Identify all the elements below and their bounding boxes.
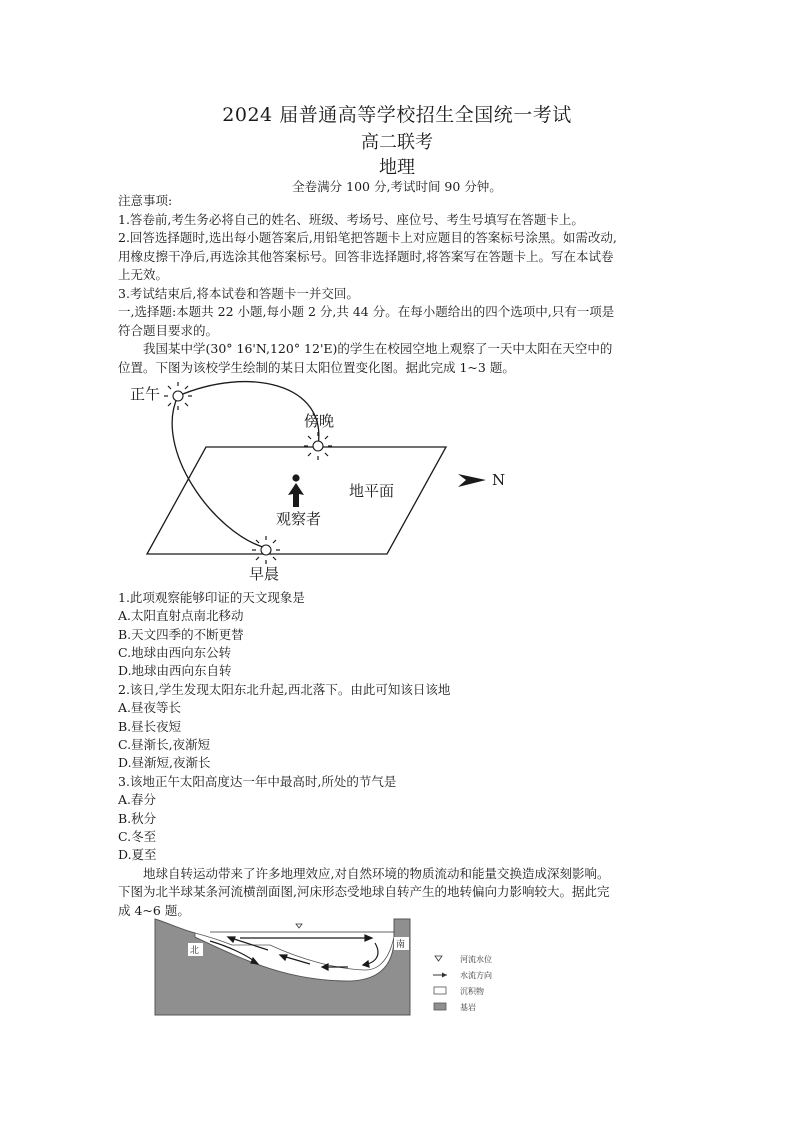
exam-meta: 全卷满分 100 分,考试时间 90 分钟。 bbox=[292, 179, 502, 194]
label-morning: 早晨 bbox=[249, 565, 280, 583]
note-1: 1.答卷前,考生务必将自己的姓名、班级、考场号、座位号、考生号填写在答题卡上。 bbox=[118, 212, 584, 227]
legend-sediment: 沉积物 bbox=[460, 987, 484, 996]
q3-option-a: A.春分 bbox=[118, 792, 157, 807]
legend-flow-direction: 水流方向 bbox=[460, 971, 492, 980]
note-2-line-2: 用橡皮擦干净后,再选涂其他答案标号。回答非选择题时,将答案写在答题卡上。写在本试卷 bbox=[118, 249, 614, 264]
note-2-line-1: 2.回答选择题时,选出每小题答案后,用铅笔把答题卡上对应题目的答案标号涂黑。如需改动, bbox=[118, 230, 617, 245]
q3-option-d: D.夏至 bbox=[118, 847, 157, 862]
q2-stem: 2.该日,学生发现太阳东北升起,西北落下。由此可知该日该地 bbox=[118, 682, 451, 697]
notes-heading: 注意事项: bbox=[118, 193, 173, 208]
q1-stem: 1.此项观察能够印证的天文现象是 bbox=[118, 590, 305, 605]
q1-option-a: A.太阳直射点南北移动 bbox=[118, 608, 244, 623]
q3-option-b: B.秋分 bbox=[118, 811, 157, 826]
label-north: N bbox=[492, 471, 506, 489]
q2-option-a: A.昼夜等长 bbox=[118, 700, 182, 715]
label-ground: 地平面 bbox=[349, 482, 395, 500]
intro2-line-2: 下图为北半球某条河流横剖面图,河床形态受地球自转产生的地转偏向力影响较大。据此完 bbox=[118, 884, 610, 899]
north-arrow-icon bbox=[458, 474, 486, 487]
legend bbox=[433, 954, 492, 1012]
label-observer: 观察者 bbox=[276, 510, 322, 528]
intro2-line-3: 成 4~6 题。 bbox=[118, 903, 190, 918]
intro2-line-1: 地球自转运动带来了许多地理效应,对自然环境的物质流动和能量交换造成深刻影响。 bbox=[143, 866, 610, 881]
q1-option-d: D.地球由西向东自转 bbox=[118, 663, 232, 678]
label-dusk: 傍晚 bbox=[304, 412, 335, 430]
sun-icon bbox=[304, 432, 332, 460]
note-3: 3.考试结束后,将本试卷和答题卡一并交回。 bbox=[118, 286, 359, 301]
section-line-2: 符合题目要求的。 bbox=[118, 323, 219, 338]
q1-option-b: B.天文四季的不断更替 bbox=[118, 627, 244, 642]
q2-option-c: C.昼渐长,夜渐短 bbox=[118, 737, 211, 752]
note-2-line-3: 上无效。 bbox=[118, 267, 169, 282]
label-south-bank: 南 bbox=[396, 940, 406, 950]
q2-option-b: B.昼长夜短 bbox=[118, 719, 182, 734]
intro1-line-2: 位置。下图为该校学生绘制的某日太阳位置变化图。据此完成 1~3 题。 bbox=[118, 360, 515, 375]
legend-bedrock: 基岩 bbox=[460, 1003, 476, 1012]
label-north-bank: 北 bbox=[190, 946, 200, 956]
exam-subject: 地理 bbox=[379, 157, 415, 178]
sun-icon bbox=[164, 382, 192, 410]
observer-icon bbox=[288, 474, 304, 507]
south-label-box bbox=[394, 937, 409, 950]
exam-subtitle: 高二联考 bbox=[361, 132, 433, 153]
q3-option-c: C.冬至 bbox=[118, 829, 157, 844]
legend-water-level: 河流水位 bbox=[460, 955, 492, 964]
intro1-line-1: 我国某中学(30° 16'N,120° 12'E)的学生在校园空地上观察了一天中太阳在天空中的 bbox=[143, 341, 613, 356]
sun-path-figure bbox=[118, 378, 538, 586]
q1-option-c: C.地球由西向东公转 bbox=[118, 645, 232, 660]
q3-stem: 3.该地正午太阳高度达一年中最高时,所处的节气是 bbox=[118, 774, 397, 789]
section-line-1: 一,选择题:本题共 22 小题,每小题 2 分,共 44 分。在每小题给出的四个选项中,只有一项是 bbox=[118, 304, 615, 319]
label-noon: 正午 bbox=[130, 385, 161, 403]
water-level-line bbox=[210, 924, 394, 932]
north-label-box bbox=[188, 943, 203, 956]
exam-title: 2024 届普通高等学校招生全国统一考试 bbox=[222, 104, 572, 126]
q2-option-d: D.昼渐短,夜渐长 bbox=[118, 755, 211, 770]
sun-icon bbox=[252, 536, 280, 564]
river-cross-section-figure bbox=[150, 915, 520, 1021]
